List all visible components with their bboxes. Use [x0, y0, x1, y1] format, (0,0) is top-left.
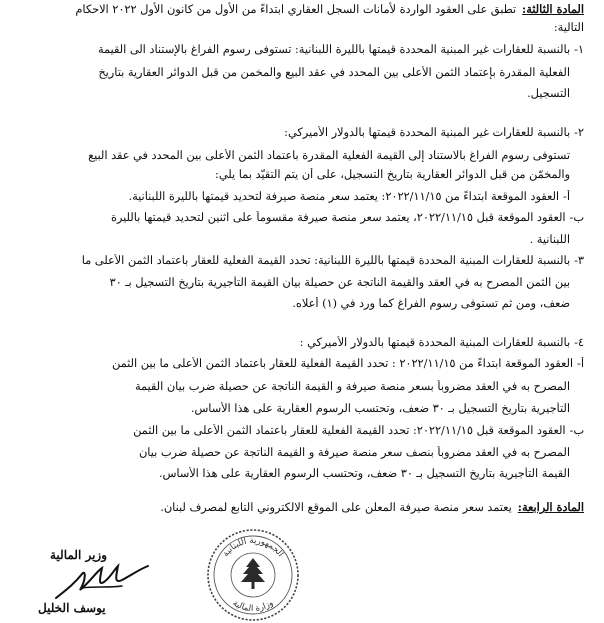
paragraph-line — [14, 297, 570, 311]
clause-1 — [14, 43, 584, 57]
seal-bottom-text: وزارة المالية — [230, 598, 276, 615]
paragraph-line — [14, 149, 570, 163]
paragraph-line — [14, 276, 570, 290]
line-text: بين الثمن المصرح به في العقد والقيمة الناتجة عن حصيلة بيان القيمة التأجيرية بتاريخ التسجيل بـ ٣٠ — [109, 276, 570, 289]
line-text: الفعلية المقدرة بإعتماد الثمن الأعلى بين المحدد في عقد البيع والمخمن من قبل الدوائر العقارية بتاريخ — [98, 66, 570, 79]
line-text: العقود الموقعة قبل ٢٠٢٢/١١/١٥: تحدد القيمة الفعلية للعقار باعتماد الثمن الأعلى ما بين الثمن — [133, 424, 566, 437]
sub-clause-b — [14, 211, 584, 225]
line-text: والمخمّن من قبل الدوائر العقارية بتاريخ التسجيل، على أن يتم التقيّد بما يلي: — [215, 168, 570, 181]
clause-number: ٤- — [574, 336, 584, 349]
line-text: يعتمد سعر منصة صيرفة المعلن على الموقع الالكتروني التابع لمصرف لبنان. — [160, 501, 512, 514]
line-text: المصرح به في العقد مضروباً بنصف سعر منصة صيرفة و القيمة الناتجة عن حصيلة ضرب بيان — [138, 446, 570, 459]
line-text: العقود الموقعة ابتداءً من ٢٠٢٢/١١/١٥ : تحدد القيمة الفعلية للعقار باعتماد الثمن الأعلى ما بين الثمن — [112, 357, 574, 370]
minister-title: وزير المالية — [50, 548, 108, 562]
line-text: التالية: — [553, 21, 584, 34]
sub-clause-a — [14, 190, 570, 204]
clause-number: ١- — [574, 43, 584, 56]
sub-clause-a — [14, 357, 584, 371]
clause-number: ب- — [569, 424, 584, 437]
article-heading: المادة الرابعة: — [517, 500, 584, 514]
line-text: بالنسبة للعقارات غير المبنية المحددة قيمتها بالدولار الأميركي: — [284, 126, 571, 139]
cedar-icon — [241, 558, 265, 589]
article-four — [14, 500, 584, 515]
paragraph-line — [14, 380, 570, 394]
line-text: اللبنانية . — [529, 233, 570, 246]
line-text: بالنسبة للعقارات المبنية المحددة قيمتها بالدولار الأميركي : — [299, 336, 571, 349]
paragraph-line — [14, 446, 570, 460]
handwritten-signature — [52, 560, 152, 604]
line-text: تطبق على العقود الواردة لأمانات السجل العقاري ابتداءً من الأول من كانون الأول ٢٠٢٢ الاحكام — [75, 3, 517, 16]
line-text: العقود الموقعة ابتداءً من ٢٠٢٢/١١/١٥: يعتمد سعر منصة صيرفة لتحديد قيمتها بالليرة اللبنانية. — [128, 190, 560, 203]
paragraph-line — [14, 21, 584, 35]
paragraph-line — [14, 402, 570, 416]
clause-number: ب- — [569, 211, 584, 224]
line-text: التسجيل. — [527, 87, 570, 100]
clause-number: أ- — [563, 190, 570, 203]
line-text: التأجيرية بتاريخ التسجيل بـ ٣٠ ضعف، وتحتسب الرسوم العقارية على هذا الأساس. — [190, 402, 570, 415]
seal-top-text: الجمهورية اللبنانية — [220, 535, 286, 559]
line-text: بالنسبة للعقارات المبنية المحددة قيمتها بالليرة اللبنانية: تحدد القيمة الفعلية للعقار باعتماد الثمن الأعلى ما — [81, 254, 571, 267]
sub-clause-b — [14, 424, 584, 438]
paragraph-line — [14, 168, 570, 182]
official-seal — [205, 527, 301, 623]
article-heading: المادة الثالثة: — [522, 2, 584, 16]
line-text: القيمة التأجيرية بتاريخ التسجيل بـ ٣٠ ضعف، وتحتسب الرسوم العقارية على هذا الأساس. — [158, 467, 570, 480]
paragraph-line — [14, 66, 570, 80]
line-text: ضعف، ومن ثم تستوفى رسوم الفراغ كما ورد في (١) أعلاه. — [292, 297, 570, 310]
clause-number: ٢- — [574, 126, 584, 139]
clause-2 — [14, 126, 584, 140]
clause-3 — [14, 254, 584, 268]
article-three-intro — [14, 2, 584, 17]
paragraph-line — [14, 233, 570, 247]
line-text: المصرح به في العقد مضروباً بسعر منصة صيرفة و القيمة الناتجة عن حصيلة ضرب بيان القيمة — [134, 380, 570, 393]
minister-name: يوسف الخليل — [38, 601, 106, 615]
clause-number: ٣- — [574, 254, 584, 267]
line-text: العقود الموقعة قبل ٢٠٢٢/١١/١٥، يعتمد سعر منصة صيرفة مقسوماً على اثنين لتحديد قيمتها بالليرة — [110, 211, 566, 224]
clause-4 — [14, 336, 584, 350]
line-text: تستوفى رسوم الفراغ بالاستناد إلى القيمة الفعلية المقدرة باعتماد الثمن الأعلى بين المحدد في عقد البيع — [88, 149, 570, 162]
line-text: بالنسبة للعقارات غير المبنية المحددة قيمتها بالليرة اللبنانية: تستوفى رسوم الفراغ بالإستناد الى القيمة — [97, 43, 571, 56]
clause-number: أ- — [577, 357, 584, 370]
paragraph-line — [14, 87, 570, 101]
paragraph-line — [14, 467, 570, 481]
